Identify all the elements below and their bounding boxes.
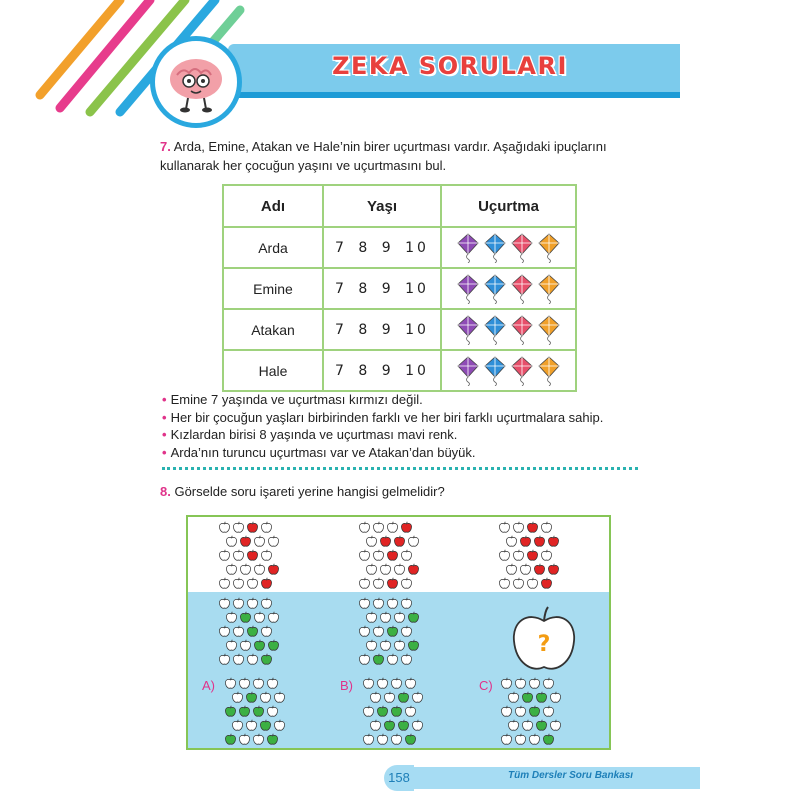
apple-icon [507,719,520,732]
apple-icon [386,521,399,534]
apple-icon [404,677,417,690]
question-8-text: Görselde soru işareti yerine hangisi gelmelidir? [174,484,445,499]
brain-mascot-icon [155,41,237,123]
kite-icon [511,315,533,345]
apple-icon [224,705,237,718]
apple-icon [376,733,389,746]
apple-icon [260,577,273,590]
apple-icon [266,733,279,746]
child-name: Hale [223,350,323,391]
table-header-row [223,185,576,227]
apple-icon [390,705,403,718]
apple-icon [253,535,266,548]
clue-item: • Emine 7 yaşında ve uçurtması kırmızı değil. [162,391,603,409]
kite-icon [484,274,506,304]
apple-icon [238,677,251,690]
apple-icon [231,691,244,704]
mascot-badge [150,36,242,128]
child-name: Emine [223,268,323,309]
apple-icon [252,733,265,746]
apple-icon [514,733,527,746]
kite-options [441,350,576,391]
apple-icon [514,677,527,690]
apple-icon [383,719,396,732]
apple-icon [393,639,406,652]
apple-icon [358,625,371,638]
question-7-number: 7. [160,139,171,154]
apple-icon [542,733,555,746]
apple-icon [225,611,238,624]
apple-icon [246,577,259,590]
apple-icon [533,563,546,576]
apple-icon [376,705,389,718]
apple-icon [232,577,245,590]
kite-icon [538,356,560,386]
apple-icon [400,549,413,562]
apple-icon [498,577,511,590]
apple-icon [267,611,280,624]
apple-icon [358,521,371,534]
apple-icon [232,597,245,610]
clue-item: • Arda’nın turuncu uçurtması var ve Atakan’dan büyük. [162,444,603,462]
apple-icon [260,521,273,534]
apple-icon [386,597,399,610]
apple-icon [245,719,258,732]
apple-icon [500,677,513,690]
apple-icon [246,549,259,562]
kite-icon [484,233,506,263]
apple-icon [252,705,265,718]
apple-icon [365,639,378,652]
apple-icon [252,677,265,690]
apple-icon [372,653,385,666]
apple-icon [259,691,272,704]
apple-icon [383,691,396,704]
col-header-kite: Uçurtma [441,185,576,227]
apple-icon [232,521,245,534]
age-options: 7 8 9 10 [323,227,441,268]
apple-icon [404,705,417,718]
apple-icon [549,719,562,732]
apple-icon [376,677,389,690]
age-kite-table [222,184,577,392]
apple-icon [225,535,238,548]
apple-icon [400,597,413,610]
child-name: Atakan [223,309,323,350]
age-options: 7 8 9 10 [323,309,441,350]
apple-icon [358,597,371,610]
apple-icon [400,577,413,590]
kite-icon [484,356,506,386]
apple-icon [239,535,252,548]
apple-icon [519,563,532,576]
apple-icon [260,653,273,666]
apple-icon [542,705,555,718]
kite-icon [457,274,479,304]
apple-icon [260,597,273,610]
apple-icon [386,549,399,562]
apple-icon [507,691,520,704]
apple-icon [358,653,371,666]
kite-options [441,227,576,268]
apple-icon [498,549,511,562]
apple-icon [238,705,251,718]
apple-icon [521,719,534,732]
age-options: 7 8 9 10 [323,350,441,391]
apple-icon [514,705,527,718]
apple-icon [407,535,420,548]
apple-icon [547,535,560,548]
apple-icon [547,563,560,576]
apple-icon [400,521,413,534]
col-header-name: Adı [223,185,323,227]
apple-icon [512,549,525,562]
clue-item: • Her bir çocuğun yaşları birbirinden farklı ve her biri farklı uçurtmalara sahip. [162,409,603,427]
apple-icon [372,549,385,562]
apple-icon [505,563,518,576]
option-a-label[interactable]: A) [202,678,215,693]
apple-icon [362,677,375,690]
apple-icon [246,625,259,638]
apple-icon [500,733,513,746]
kite-options [441,268,576,309]
apple-icon [411,691,424,704]
apple-icon [386,653,399,666]
apple-icon [260,549,273,562]
apple-icon [390,677,403,690]
kite-icon [538,233,560,263]
apple-icon [267,563,280,576]
apple-icon [390,733,403,746]
apple-icon [500,705,513,718]
apple-icon [386,625,399,638]
apple-icon [273,691,286,704]
apple-icon [526,521,539,534]
apple-icon [372,597,385,610]
apple-icon [528,705,541,718]
apple-icon [365,563,378,576]
table-row [223,350,576,391]
apple-pattern-puzzle [186,515,611,750]
table-row [223,309,576,350]
apple-icon [358,577,371,590]
apple-icon [267,639,280,652]
apple-icon [369,719,382,732]
apple-icon [549,691,562,704]
apple-icon [528,677,541,690]
apple-icon [526,549,539,562]
kite-icon [538,315,560,345]
kite-options [441,309,576,350]
apple-icon [393,563,406,576]
apple-icon [239,563,252,576]
apple-icon [393,611,406,624]
kite-icon [484,315,506,345]
kite-icon [457,356,479,386]
page-number: 158 [384,765,414,791]
apple-icon [358,549,371,562]
age-options: 7 8 9 10 [323,268,441,309]
table-row [223,268,576,309]
apple-icon [232,625,245,638]
question-mark: ? [537,632,551,657]
apple-icon [218,521,231,534]
apple-icon [404,733,417,746]
apple-icon [379,611,392,624]
apple-icon [386,577,399,590]
apple-icon [224,733,237,746]
page-title: ZEKA SORULARI [332,52,568,80]
apple-icon [246,521,259,534]
apple-icon [246,597,259,610]
apple-icon [542,677,555,690]
apple-icon [540,521,553,534]
header-underline [228,92,680,98]
apple-icon [232,653,245,666]
apple-icon [540,549,553,562]
apple-icon [218,625,231,638]
apple-icon [362,733,375,746]
child-name: Arda [223,227,323,268]
apple-icon [512,521,525,534]
apple-icon [528,733,541,746]
apple-icon [519,535,532,548]
question-7-text: Arda, Emine, Atakan ve Hale’nin birer uçurtması vardır. Aşağıdaki ipuçlarını kullanarak her çocuğun yaşını ve uçurtmasını bul. [160,139,607,173]
apple-icon [238,733,251,746]
table-row [223,227,576,268]
apple-icon [246,653,259,666]
apple-icon [393,535,406,548]
apple-icon [260,625,273,638]
apple-icon [218,577,231,590]
apple-icon [218,653,231,666]
clue-item: • Kızlardan birisi 8 yaşında ve uçurtması mavi renk. [162,426,603,444]
apple-icon [224,677,237,690]
apple-icon [407,563,420,576]
apple-icon [365,535,378,548]
apple-icon [372,625,385,638]
apple-icon [259,719,272,732]
apple-icon [400,625,413,638]
apple-icon [273,719,286,732]
apple-icon [372,521,385,534]
apple-icon [362,705,375,718]
apple-icon [225,639,238,652]
question-8-number: 8. [160,484,171,499]
question-7 [160,137,660,175]
option-b-label[interactable]: B) [340,678,353,693]
question-apple-icon [508,605,580,677]
apple-icon [533,535,546,548]
apple-icon [253,563,266,576]
apple-icon [400,653,413,666]
apple-icon [512,577,525,590]
book-title: Tüm Dersler Soru Bankası [508,770,634,781]
clue-list [162,391,603,461]
apple-icon [225,563,238,576]
section-divider [162,467,638,470]
kite-icon [511,233,533,263]
apple-icon [372,577,385,590]
kite-icon [511,356,533,386]
question-8 [160,482,660,501]
apple-icon [411,719,424,732]
apple-icon [253,611,266,624]
apple-icon [253,639,266,652]
apple-icon [397,719,410,732]
apple-icon [379,639,392,652]
apple-icon [266,705,279,718]
apple-icon [498,521,511,534]
apple-icon [407,611,420,624]
apple-icon [239,639,252,652]
kite-icon [457,233,479,263]
kite-icon [511,274,533,304]
apple-icon [239,611,252,624]
apple-icon [535,691,548,704]
apple-icon [526,577,539,590]
apple-icon [218,597,231,610]
apple-icon [365,611,378,624]
apple-icon [407,639,420,652]
apple-icon [266,677,279,690]
apple-icon [540,577,553,590]
apple-icon [521,691,534,704]
apple-icon [379,563,392,576]
apple-icon [535,719,548,732]
apple-icon [505,535,518,548]
apple-icon [369,691,382,704]
kite-icon [457,315,479,345]
apple-icon [245,691,258,704]
apple-icon [267,535,280,548]
kite-icon [538,274,560,304]
option-c-label[interactable]: C) [479,678,493,693]
apple-icon [379,535,392,548]
apple-icon [232,549,245,562]
apple-icon [218,549,231,562]
col-header-age: Yaşı [323,185,441,227]
apple-icon [231,719,244,732]
apple-icon [397,691,410,704]
